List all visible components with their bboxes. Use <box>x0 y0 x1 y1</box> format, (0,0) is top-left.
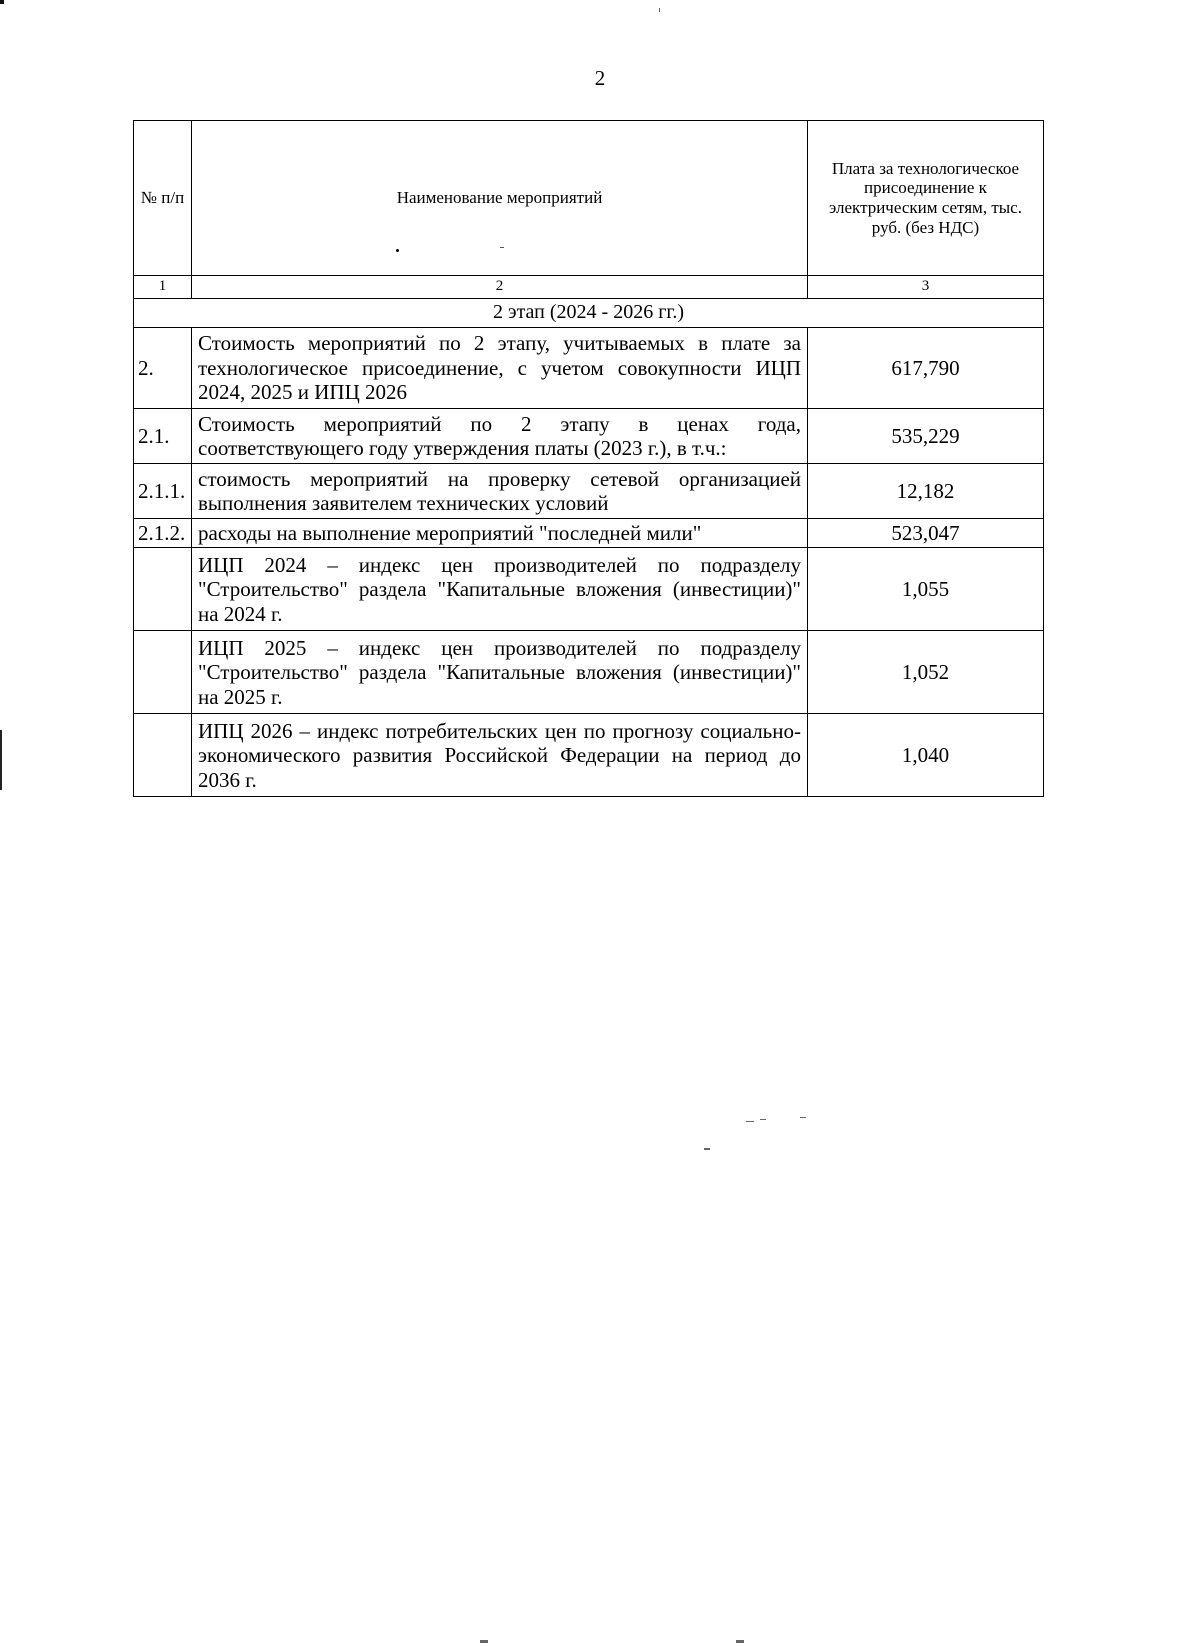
row-fee: 1,052 <box>808 631 1044 714</box>
row-name: Стоимость мероприятий по 2 этапу в ценах года, соответствующего году утверждения платы (2023 г.), в т.ч.: <box>192 409 808 464</box>
table-row <box>134 409 1044 464</box>
row-number: 2.1.2. <box>134 519 192 548</box>
table-row <box>134 631 1044 714</box>
column-number: 3 <box>808 276 1044 299</box>
table-row <box>134 548 1044 631</box>
row-name: расходы на выполнение мероприятий "последней мили" <box>192 519 808 548</box>
table-row <box>134 328 1044 409</box>
row-number: 2.1.1. <box>134 464 192 519</box>
row-name: ИЦП 2024 – индекс цен производителей по подразделу "Строительство" раздела "Капитальные вложения (инвестиции)" на 2024 г. <box>192 548 808 631</box>
column-number-row <box>134 276 1044 299</box>
scan-dash <box>704 1148 710 1150</box>
row-fee: 523,047 <box>808 519 1044 548</box>
row-fee: 1,055 <box>808 548 1044 631</box>
scan-dash <box>736 1640 744 1643</box>
row-fee: 617,790 <box>808 328 1044 409</box>
scan-dash <box>800 1117 806 1118</box>
row-number <box>134 548 192 631</box>
scan-dash <box>760 1119 766 1120</box>
row-name: стоимость мероприятий на проверку сетевой организацией выполнения заявителем технических условий <box>192 464 808 519</box>
row-number: 2. <box>134 328 192 409</box>
table-row <box>134 464 1044 519</box>
table-header-row <box>134 121 1044 276</box>
header-fee: Плата за технологическое присоединение к электрическим сетям, тыс. руб. (без НДС) <box>808 121 1044 276</box>
row-number <box>134 714 192 797</box>
stage-title: 2 этап (2024 - 2026 гг.) <box>134 299 1044 328</box>
stage-row <box>134 299 1044 328</box>
scan-corner-mark <box>0 0 4 4</box>
scan-dash <box>480 1640 488 1643</box>
row-name: ИЦП 2025 – индекс цен производителей по подразделу "Строительство" раздела "Капитальные вложения (инвестиции)" на 2025 г. <box>192 631 808 714</box>
scan-dash <box>746 1121 754 1122</box>
scan-edge-mark <box>0 730 2 790</box>
row-fee: 12,182 <box>808 464 1044 519</box>
scan-dash <box>659 8 660 12</box>
scan-speck <box>396 249 399 252</box>
table-row <box>134 519 1044 548</box>
row-fee: 535,229 <box>808 409 1044 464</box>
row-fee: 1,040 <box>808 714 1044 797</box>
table-row <box>134 714 1044 797</box>
column-number: 1 <box>134 276 192 299</box>
column-number: 2 <box>192 276 808 299</box>
row-name: Стоимость мероприятий по 2 этапу, учитываемых в плате за технологическое присоединение, с учетом совокупности ИЦП 2024, 2025 и ИПЦ 2026 <box>192 328 808 409</box>
scan-dash <box>500 247 504 248</box>
header-name <box>192 121 808 276</box>
row-number <box>134 631 192 714</box>
row-name: ИПЦ 2026 – индекс потребительских цен по прогнозу социально-экономического развития Российской Федерации на период до 2036 г. <box>192 714 808 797</box>
header-number: № п/п <box>134 121 192 276</box>
header-name-label: Наименование мероприятий <box>396 188 603 208</box>
page-number: 2 <box>594 66 606 90</box>
fee-table <box>133 120 1044 797</box>
row-number: 2.1. <box>134 409 192 464</box>
